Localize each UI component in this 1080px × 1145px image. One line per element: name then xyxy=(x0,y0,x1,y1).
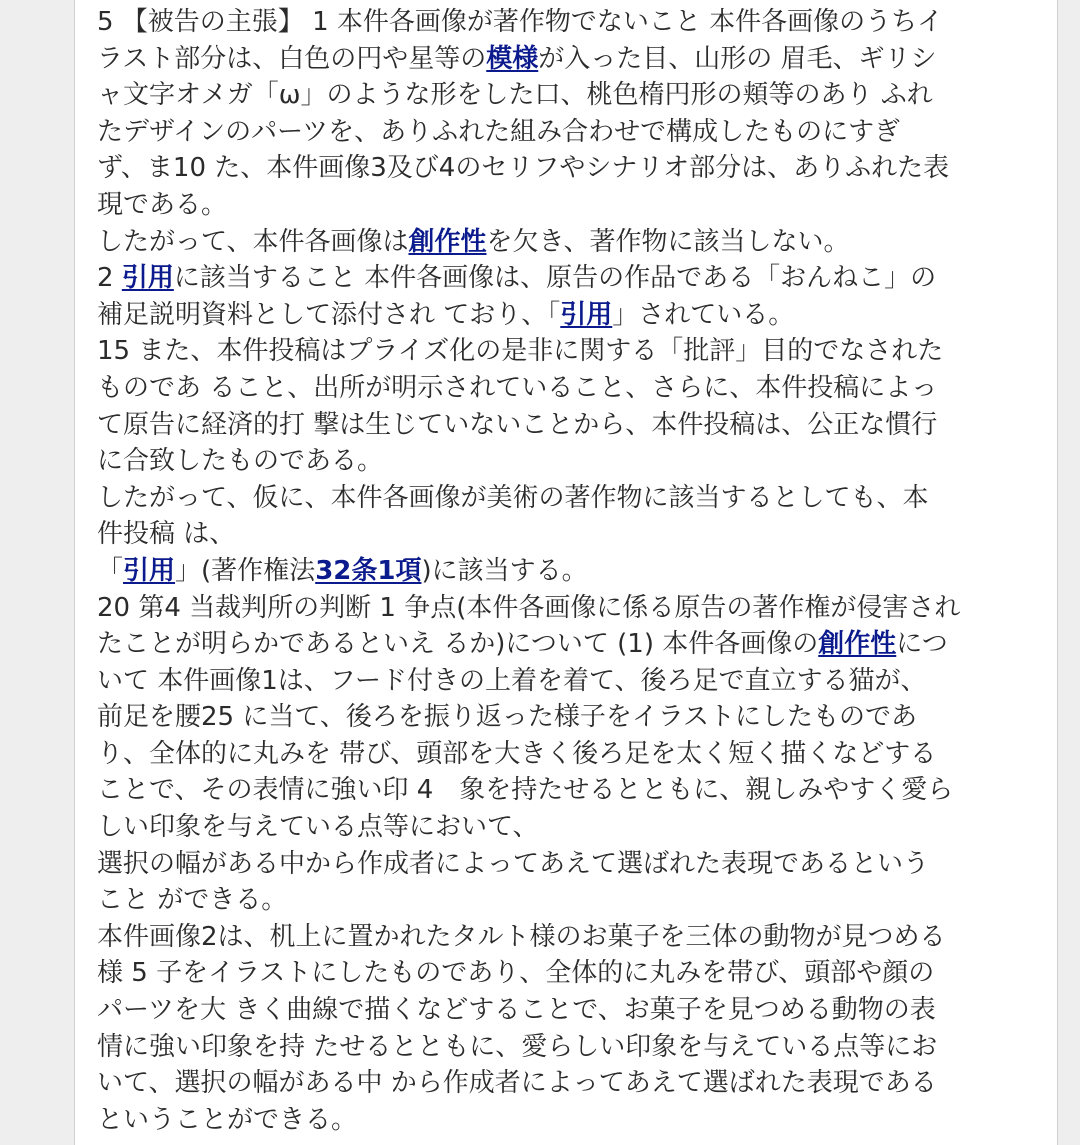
text-line xyxy=(97,370,1047,407)
text-segment: 件投稿 は、 xyxy=(97,519,236,550)
text-segment: ということができる。 xyxy=(97,1104,358,1135)
text-segment: パーツを大 きく曲線で描くなどすることで、お菓子を見つめる動物の表 xyxy=(97,995,936,1026)
text-line xyxy=(97,736,1047,773)
text-segment: )に該当する。 xyxy=(421,555,588,586)
text-line xyxy=(97,333,1047,370)
text-segment: 情に強い印象を持 たせるとともに、愛らしい印象を与えている点等にお xyxy=(97,1031,938,1062)
text-segment: て原告に経済的打 撃は生じていないことから、本件投稿は、公正な慣行 xyxy=(97,409,938,440)
text-segment: が入った目、山形の 眉毛、ギリシ xyxy=(538,43,937,74)
document-page xyxy=(74,0,1058,1145)
keyword-link-article-32-1[interactable]: 32条1項 xyxy=(315,555,422,586)
keyword-link-inyou[interactable]: 引用 xyxy=(123,555,176,586)
document-body xyxy=(97,4,1047,1138)
text-line xyxy=(97,992,1047,1029)
text-line xyxy=(97,114,1047,151)
text-segment: につ xyxy=(896,629,948,660)
text-line xyxy=(97,1065,1047,1102)
text-line xyxy=(97,77,1047,114)
text-line xyxy=(97,1102,1047,1139)
text-segment: したがって、仮に、本件各画像が美術の著作物に該当するとしても、本 xyxy=(97,482,929,513)
text-line xyxy=(97,516,1047,553)
text-line xyxy=(97,846,1047,883)
text-line xyxy=(97,553,1047,590)
text-line xyxy=(97,41,1047,78)
keyword-link-moyou[interactable]: 模様 xyxy=(486,43,539,74)
text-segment: 本件画像2は、机上に置かれたタルト様のお菓子を三体の動物が見つめる xyxy=(97,921,946,952)
keyword-link-sousakusei[interactable]: 創作性 xyxy=(408,226,487,257)
text-line xyxy=(97,260,1047,297)
text-line xyxy=(97,480,1047,517)
text-segment: ものであ ること、出所が明示されていること、さらに、本件投稿によっ xyxy=(97,372,938,403)
text-line xyxy=(97,590,1047,627)
text-line xyxy=(97,663,1047,700)
text-line xyxy=(97,150,1047,187)
text-segment: 」されている。 xyxy=(612,299,795,330)
text-segment: 15 また、本件投稿はプライズ化の是非に関する「批評」目的でなされた xyxy=(97,336,944,367)
text-segment: いて、選択の幅がある中 から作成者によってあえて選ばれた表現である xyxy=(97,1068,937,1099)
text-line xyxy=(97,699,1047,736)
text-line xyxy=(97,772,1047,809)
text-segment: しい印象を与えている点等において、 xyxy=(97,812,539,843)
text-line xyxy=(97,919,1047,956)
text-line xyxy=(97,1029,1047,1066)
text-segment: 様 5 子をイラストにしたものであり、全体的に丸みを帯び、頭部や顔の xyxy=(97,958,935,989)
text-segment: ことで、その表情に強い印 4 象を持たせるとともに、親しみやすく愛ら xyxy=(97,775,954,806)
keyword-link-inyou[interactable]: 引用 xyxy=(560,299,613,330)
text-line xyxy=(97,297,1047,334)
text-segment: 前足を腰25 に当て、後ろを振り返った様子をイラストにしたものであ xyxy=(97,702,918,733)
keyword-link-sousakusei[interactable]: 創作性 xyxy=(818,629,897,660)
text-segment: に該当すること 本件各画像は、原告の作品である「おんねこ」の xyxy=(173,263,937,294)
text-segment: こと ができる。 xyxy=(97,885,288,916)
text-segment: 2 xyxy=(97,263,122,294)
text-segment: ラスト部分は、白色の円や星等の xyxy=(97,43,487,74)
text-line xyxy=(97,407,1047,444)
text-segment: 選択の幅がある中から作成者によってあえて選ばれた表現であるという xyxy=(97,848,930,879)
text-segment: たことが明らかであるといえ るか)について (1) 本件各画像の xyxy=(97,629,819,660)
text-line xyxy=(97,626,1047,663)
text-segment: ャ文字オメガ「ω」のような形をした口、桃色楕円形の頬等のあり ふれ xyxy=(97,80,933,111)
text-line xyxy=(97,187,1047,224)
text-segment: 20 第4 当裁判所の判断 1 争点(本件各画像に係る原告の著作権が侵害され xyxy=(97,592,961,623)
text-line xyxy=(97,955,1047,992)
text-line xyxy=(97,224,1047,261)
text-segment: に合致したものである。 xyxy=(97,446,384,477)
text-line xyxy=(97,882,1047,919)
text-segment: 5 【被告の主張】 1 本件各画像が著作物でないこと 本件各画像のうちイ xyxy=(97,7,944,37)
text-segment: 」(著作権法 xyxy=(175,555,316,586)
text-segment: ず、ま10 た、本件画像3及び4のセリフやシナリオ部分は、ありふれた表 xyxy=(97,153,950,184)
text-segment: たデザインのパーツを、ありふれた組み合わせで構成したものにすぎ xyxy=(97,116,901,147)
text-segment: を欠き、著作物に該当しない。 xyxy=(486,226,850,257)
text-segment: 現である。 xyxy=(97,189,228,220)
text-line xyxy=(97,443,1047,480)
text-segment: 補足説明資料として添付され ており、「 xyxy=(97,299,561,330)
text-line xyxy=(97,4,1047,41)
text-segment: 「 xyxy=(97,555,124,586)
text-segment: いて 本件画像1は、フード付きの上着を着て、後ろ足で直立する猫が、 xyxy=(97,665,927,696)
text-line xyxy=(97,809,1047,846)
keyword-link-inyou[interactable]: 引用 xyxy=(121,263,174,294)
text-segment: したがって、本件各画像は xyxy=(97,226,409,257)
text-segment: り、全体的に丸みを 帯び、頭部を大きく後ろ足を太く短く描くなどする xyxy=(97,738,937,769)
